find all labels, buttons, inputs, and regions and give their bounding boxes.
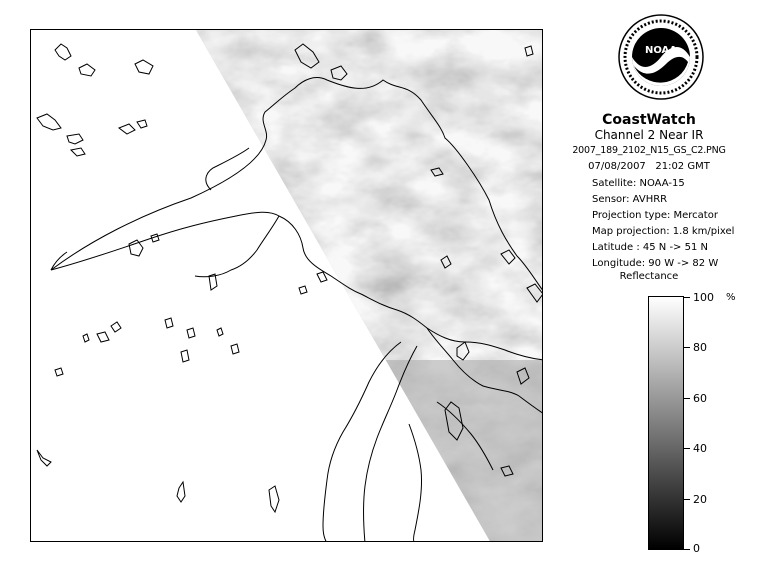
channel-label: Channel 2 Near IR [594,128,704,142]
svg-text:NOAA: NOAA [644,45,678,56]
side-panel [560,0,782,572]
legend-tick-label: 80 [693,341,707,354]
legend-tick [684,448,690,449]
legend-tick [684,398,690,399]
time-label: 21:02 GMT [655,161,710,172]
legend-tick-label: 20 [693,493,707,506]
legend-tick [684,347,690,348]
legend-tick [684,499,690,500]
legend-title: Reflectance [619,271,679,282]
legend-tick [684,297,690,298]
coastline-peninsula [195,216,279,277]
legend-tick-label: 0 [693,542,700,555]
coastline-southern-peninsula [323,342,401,542]
noaa-logo [618,14,704,100]
product-title: CoastWatch [602,112,696,128]
longitude-label: Longitude: 90 W -> 82 W [592,258,719,269]
satellite-label: Satellite: NOAA-15 [592,178,685,189]
projection-type-label: Projection type: Mercator [592,210,718,221]
legend-tick [684,549,690,550]
legend-unit: % [726,292,736,303]
date-time-label [560,161,738,172]
legend-tick-label: 100 [693,291,714,304]
map-frame [30,29,543,542]
noaa-seal-icon [618,14,704,100]
sensor-label: Sensor: AVHRR [592,194,668,205]
reflectance-colorbar [648,296,684,550]
legend-tick-label: 60 [693,392,707,405]
legend-tick-label: 40 [693,442,707,455]
map-svg [31,30,543,542]
latitude-label: Latitude : 45 N -> 51 N [592,242,708,253]
filename-label: 2007_189_2102_N15_GS_C2.PNG [572,145,726,156]
date-label: 07/08/2007 [588,161,646,172]
map-projection-label: Map projection: 1.8 km/pixel [592,226,735,237]
satellite-swath [31,30,543,542]
